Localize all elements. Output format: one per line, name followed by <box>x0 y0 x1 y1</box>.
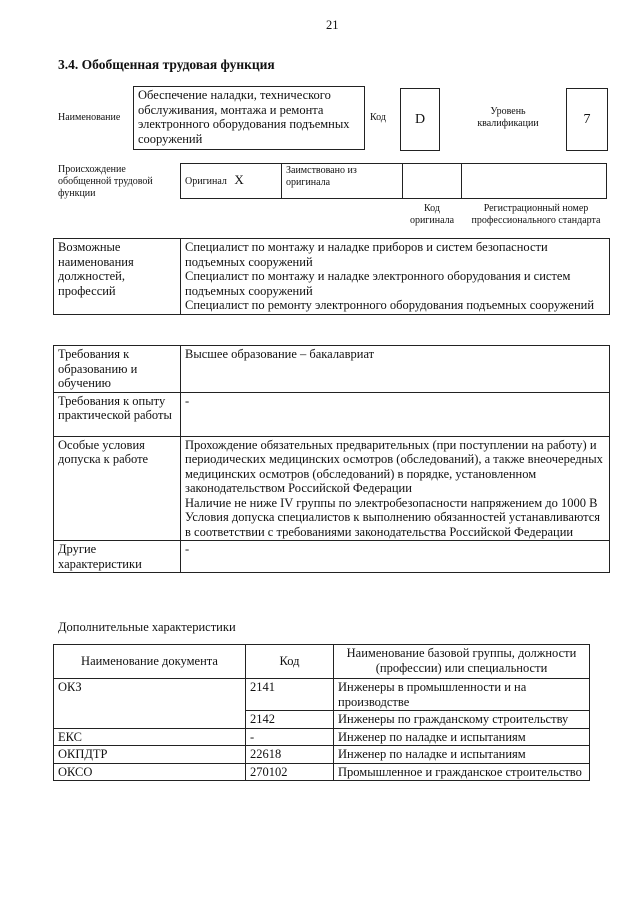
function-name: Обеспечение наладки, технического обслуживания, монтажа и ремонта электронного оборудования подъемных сооружений <box>133 86 365 150</box>
req-label: Требования к опыту практической работы <box>54 392 181 436</box>
cell: - <box>246 728 334 746</box>
code-original-caption: Код оригинала <box>409 203 455 226</box>
code-original-cell <box>403 164 462 199</box>
cell: Инженеры в промышленности и на производстве <box>334 679 590 711</box>
additional-title: Дополнительные характеристики <box>58 620 236 634</box>
req-text: Условия допуска специалистов к выполнению обязанностей устанавливаются в соответствии с требованиями законодательства Российской Федерации <box>185 510 601 539</box>
header-cell: Наименование документа <box>54 645 246 679</box>
original-mark: X <box>234 171 244 187</box>
req-value <box>181 436 610 541</box>
req-text: Прохождение обязательных предварительных (при поступлении на работу) и периодических медицинских осмотров (обследований), а также внеочередных медицинских осмотров (обследований) в порядке, установленном законодательством Российской Федерации <box>185 437 603 495</box>
req-label: Требования к образованию и обучению <box>54 346 181 393</box>
cell: ОКСО <box>54 763 246 781</box>
code-value: D <box>400 88 440 151</box>
position-item: Специалист по ремонту электронного оборудования подъемных сооружений <box>185 298 595 312</box>
positions-table <box>53 238 610 315</box>
borrowed-cell: Заимствовано из оригинала <box>282 164 403 199</box>
cell: Инженер по наладке и испытаниям <box>334 746 590 764</box>
cell: 2141 <box>246 679 334 711</box>
req-value: - <box>181 541 610 573</box>
cell: Промышленное и гражданское строительство <box>334 763 590 781</box>
req-label: Другие характеристики <box>54 541 181 573</box>
table-row <box>54 763 590 781</box>
reg-number-cell <box>462 164 607 199</box>
page-number: 21 <box>326 18 339 32</box>
section-heading: 3.4. Обобщенная трудовая функция <box>58 57 275 72</box>
reg-number-caption: Регистрационный номер профессионального стандарта <box>471 203 601 226</box>
req-text: Наличие не ниже IV группы по электробезопасности напряжением до 1000 В <box>185 495 598 510</box>
req-label: Особые условия допуска к работе <box>54 436 181 541</box>
cell: 2142 <box>246 711 334 729</box>
cell: Инженеры по гражданскому строительству <box>334 711 590 729</box>
cell: ОКЗ <box>54 679 246 729</box>
position-item: Специалист по монтажу и наладке приборов и систем безопасности подъемных сооружений <box>185 240 548 269</box>
origin-label: Происхождение обобщенной трудовой функции <box>58 164 153 199</box>
cell: ОКПДТР <box>54 746 246 764</box>
positions-label: Возможные наименования должностей, профессий <box>54 239 181 315</box>
original-label: Оригинал <box>185 175 227 187</box>
name-label: Наименование <box>58 112 121 123</box>
cell: Инженер по наладке и испытаниям <box>334 728 590 746</box>
table-row <box>54 746 590 764</box>
cell: ЕКС <box>54 728 246 746</box>
requirements-table <box>53 345 610 573</box>
cell: 22618 <box>246 746 334 764</box>
cell: 270102 <box>246 763 334 781</box>
original-cell <box>181 164 282 199</box>
level-label: Уровень квалификации <box>477 106 539 129</box>
table-row <box>54 728 590 746</box>
additional-table <box>53 644 590 781</box>
header-cell: Наименование базовой группы, должности (профессии) или специальности <box>334 645 590 679</box>
header-cell: Код <box>246 645 334 679</box>
req-value: - <box>181 392 610 436</box>
code-label: Код <box>370 112 386 123</box>
level-value: 7 <box>566 88 608 151</box>
origin-table <box>180 163 607 199</box>
position-item: Специалист по монтажу и наладке электронного оборудования и систем подъемных сооружений <box>185 269 571 298</box>
req-value: Высшее образование – бакалавриат <box>181 346 610 393</box>
table-row <box>54 679 590 711</box>
positions-list <box>181 239 610 315</box>
